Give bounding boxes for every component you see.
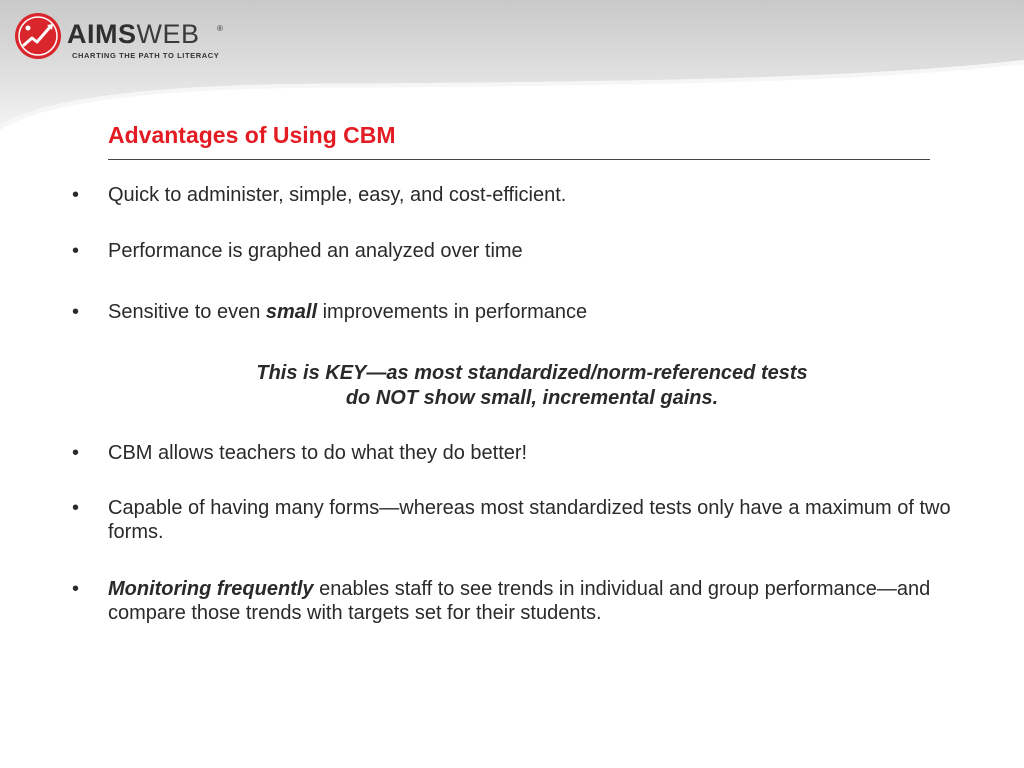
- slide-title: Advantages of Using CBM: [108, 122, 396, 148]
- bullet-glyph: •: [72, 442, 80, 464]
- aimsweb-logo: [14, 12, 234, 62]
- bullet-text: CBM allows teachers to do what they do better!: [108, 442, 528, 464]
- bullet-glyph: •: [72, 497, 80, 519]
- key-callout-line-1: This is KEY—as most standardized/norm-referenced tests: [256, 362, 808, 384]
- bullet-text: Capable of having many forms—whereas most standardized tests only have a maximum of two forms.: [108, 497, 951, 543]
- bullet-emphasis: small: [265, 301, 318, 323]
- logo-tagline: CHARTING THE PATH TO LITERACY: [72, 51, 220, 60]
- logo-name-bold: AIMS: [67, 19, 137, 49]
- bullet-text-after: enables staff to see trends in individual and group performance—and compare those trends with targets set for their students.: [108, 578, 931, 624]
- key-callout: [0, 361, 1024, 411]
- key-callout-line-2: do NOT show small, incremental gains.: [345, 387, 719, 409]
- title-divider: [108, 159, 930, 160]
- bullet-text: [108, 300, 988, 324]
- bullet-text-after: improvements in performance: [317, 301, 588, 323]
- bullet-glyph: •: [72, 240, 80, 262]
- bullet-emphasis: Monitoring frequently: [108, 578, 314, 600]
- bullet-text: Quick to administer, simple, easy, and cost-efficient.: [108, 184, 567, 206]
- registered-mark: ®: [217, 24, 223, 33]
- bullet-text: [108, 577, 988, 625]
- bullet-text: Performance is graphed an analyzed over time: [108, 240, 523, 262]
- logo-name-regular: WEB: [136, 19, 200, 49]
- bullet-text-before: Sensitive to even: [108, 301, 266, 323]
- bullet-glyph: •: [72, 301, 80, 323]
- bullet-glyph: •: [72, 184, 80, 206]
- bullet-glyph: •: [72, 578, 80, 600]
- logo-wordmark: [67, 19, 200, 49]
- logo-emblem-icon: [14, 12, 62, 60]
